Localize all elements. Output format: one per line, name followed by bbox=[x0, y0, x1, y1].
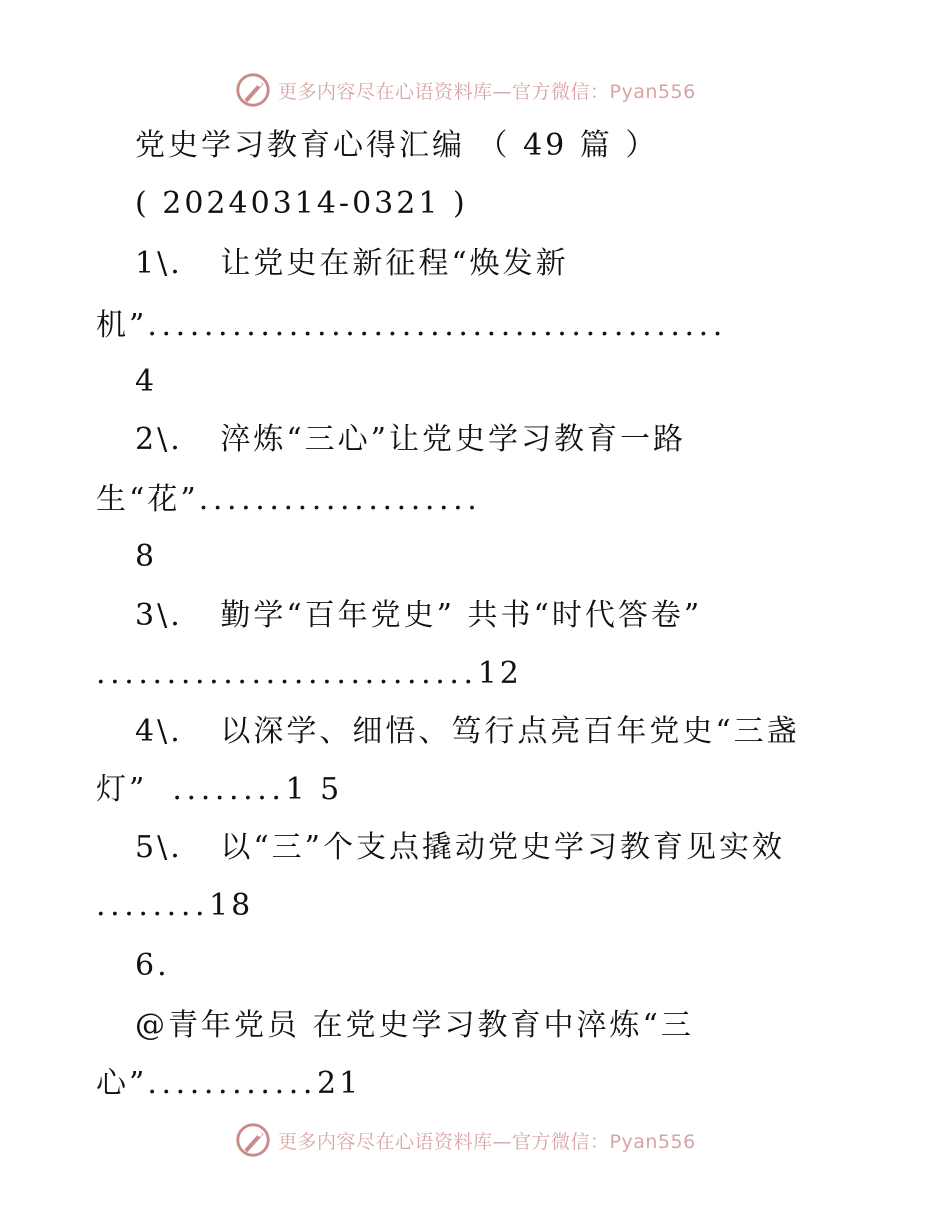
toc-page-number: 1 5 bbox=[285, 772, 343, 807]
toc-title: 勤学“百年党史” 共书“时代答卷” bbox=[220, 598, 703, 633]
pen-logo-icon bbox=[234, 71, 272, 109]
toc-title-cont: 心” bbox=[96, 1066, 148, 1101]
watermark-bottom bbox=[234, 1120, 696, 1160]
toc-title-cont: 灯” bbox=[96, 772, 148, 807]
toc-item-5-line2 bbox=[96, 886, 253, 926]
toc-title: 让党史在新征程“焕发新 bbox=[220, 246, 569, 281]
toc-number: 4\. bbox=[135, 714, 183, 749]
toc-page-number: 8 bbox=[135, 539, 158, 574]
toc-title-cont: 机” bbox=[96, 308, 148, 343]
pen-logo-icon bbox=[234, 1121, 272, 1159]
toc-page-number: 21 bbox=[316, 1066, 362, 1101]
toc-number: 2\. bbox=[135, 422, 183, 457]
toc-page-number: 18 bbox=[209, 888, 254, 923]
document-title: 党史学习教育心得汇编 （ 49 篇 ） bbox=[135, 128, 659, 163]
toc-item-4-line1 bbox=[135, 712, 800, 752]
toc-item-3-line1 bbox=[135, 596, 702, 636]
toc-item-6-number: 6. bbox=[135, 948, 170, 983]
toc-title-cont: 生“花” bbox=[96, 482, 199, 517]
toc-leader-dots: ............ bbox=[147, 1066, 317, 1101]
toc-item-6-line2 bbox=[96, 1064, 361, 1104]
toc-leader-dots: ........ bbox=[96, 888, 210, 923]
toc-number: 3\. bbox=[135, 598, 183, 633]
watermark-text: 更多内容尽在心语资料库—官方微信：Pyan556 bbox=[278, 80, 696, 103]
watermark-top bbox=[234, 70, 696, 110]
toc-item-4-line2 bbox=[96, 770, 342, 810]
toc-leader-dots: ........................... bbox=[96, 656, 478, 691]
toc-item-1-line2 bbox=[96, 306, 727, 346]
toc-number: 1\. bbox=[135, 246, 183, 281]
toc-leader-dots: ......................................... bbox=[147, 308, 727, 343]
toc-title: 以“三”个支点撬动党史学习教育见实效 bbox=[220, 830, 786, 865]
toc-item-5-line1 bbox=[135, 828, 785, 868]
toc-item-6-line1: @青年党员 在党史学习教育中淬炼“三 bbox=[135, 1008, 694, 1043]
watermark-text: 更多内容尽在心语资料库—官方微信：Pyan556 bbox=[278, 1130, 696, 1153]
toc-item-2-line2 bbox=[96, 480, 481, 520]
toc-item-1-line1 bbox=[135, 244, 569, 284]
toc-item-2-line1 bbox=[135, 420, 686, 460]
toc-page-number: 4 bbox=[135, 364, 158, 399]
toc-leader-dots: .................... bbox=[198, 482, 482, 517]
toc-title: 淬炼“三心”让党史学习教育一路 bbox=[220, 422, 687, 457]
toc-title: 以深学、细悟、笃行点亮百年党史“三盏 bbox=[220, 714, 800, 749]
toc-page-number: 12 bbox=[477, 656, 522, 691]
date-range: ( 20240314-0321 ) bbox=[135, 186, 468, 221]
toc-item-3-line2 bbox=[96, 654, 522, 694]
toc-number: 5\. bbox=[135, 830, 183, 865]
toc-leader-dots: ........ bbox=[172, 772, 286, 807]
